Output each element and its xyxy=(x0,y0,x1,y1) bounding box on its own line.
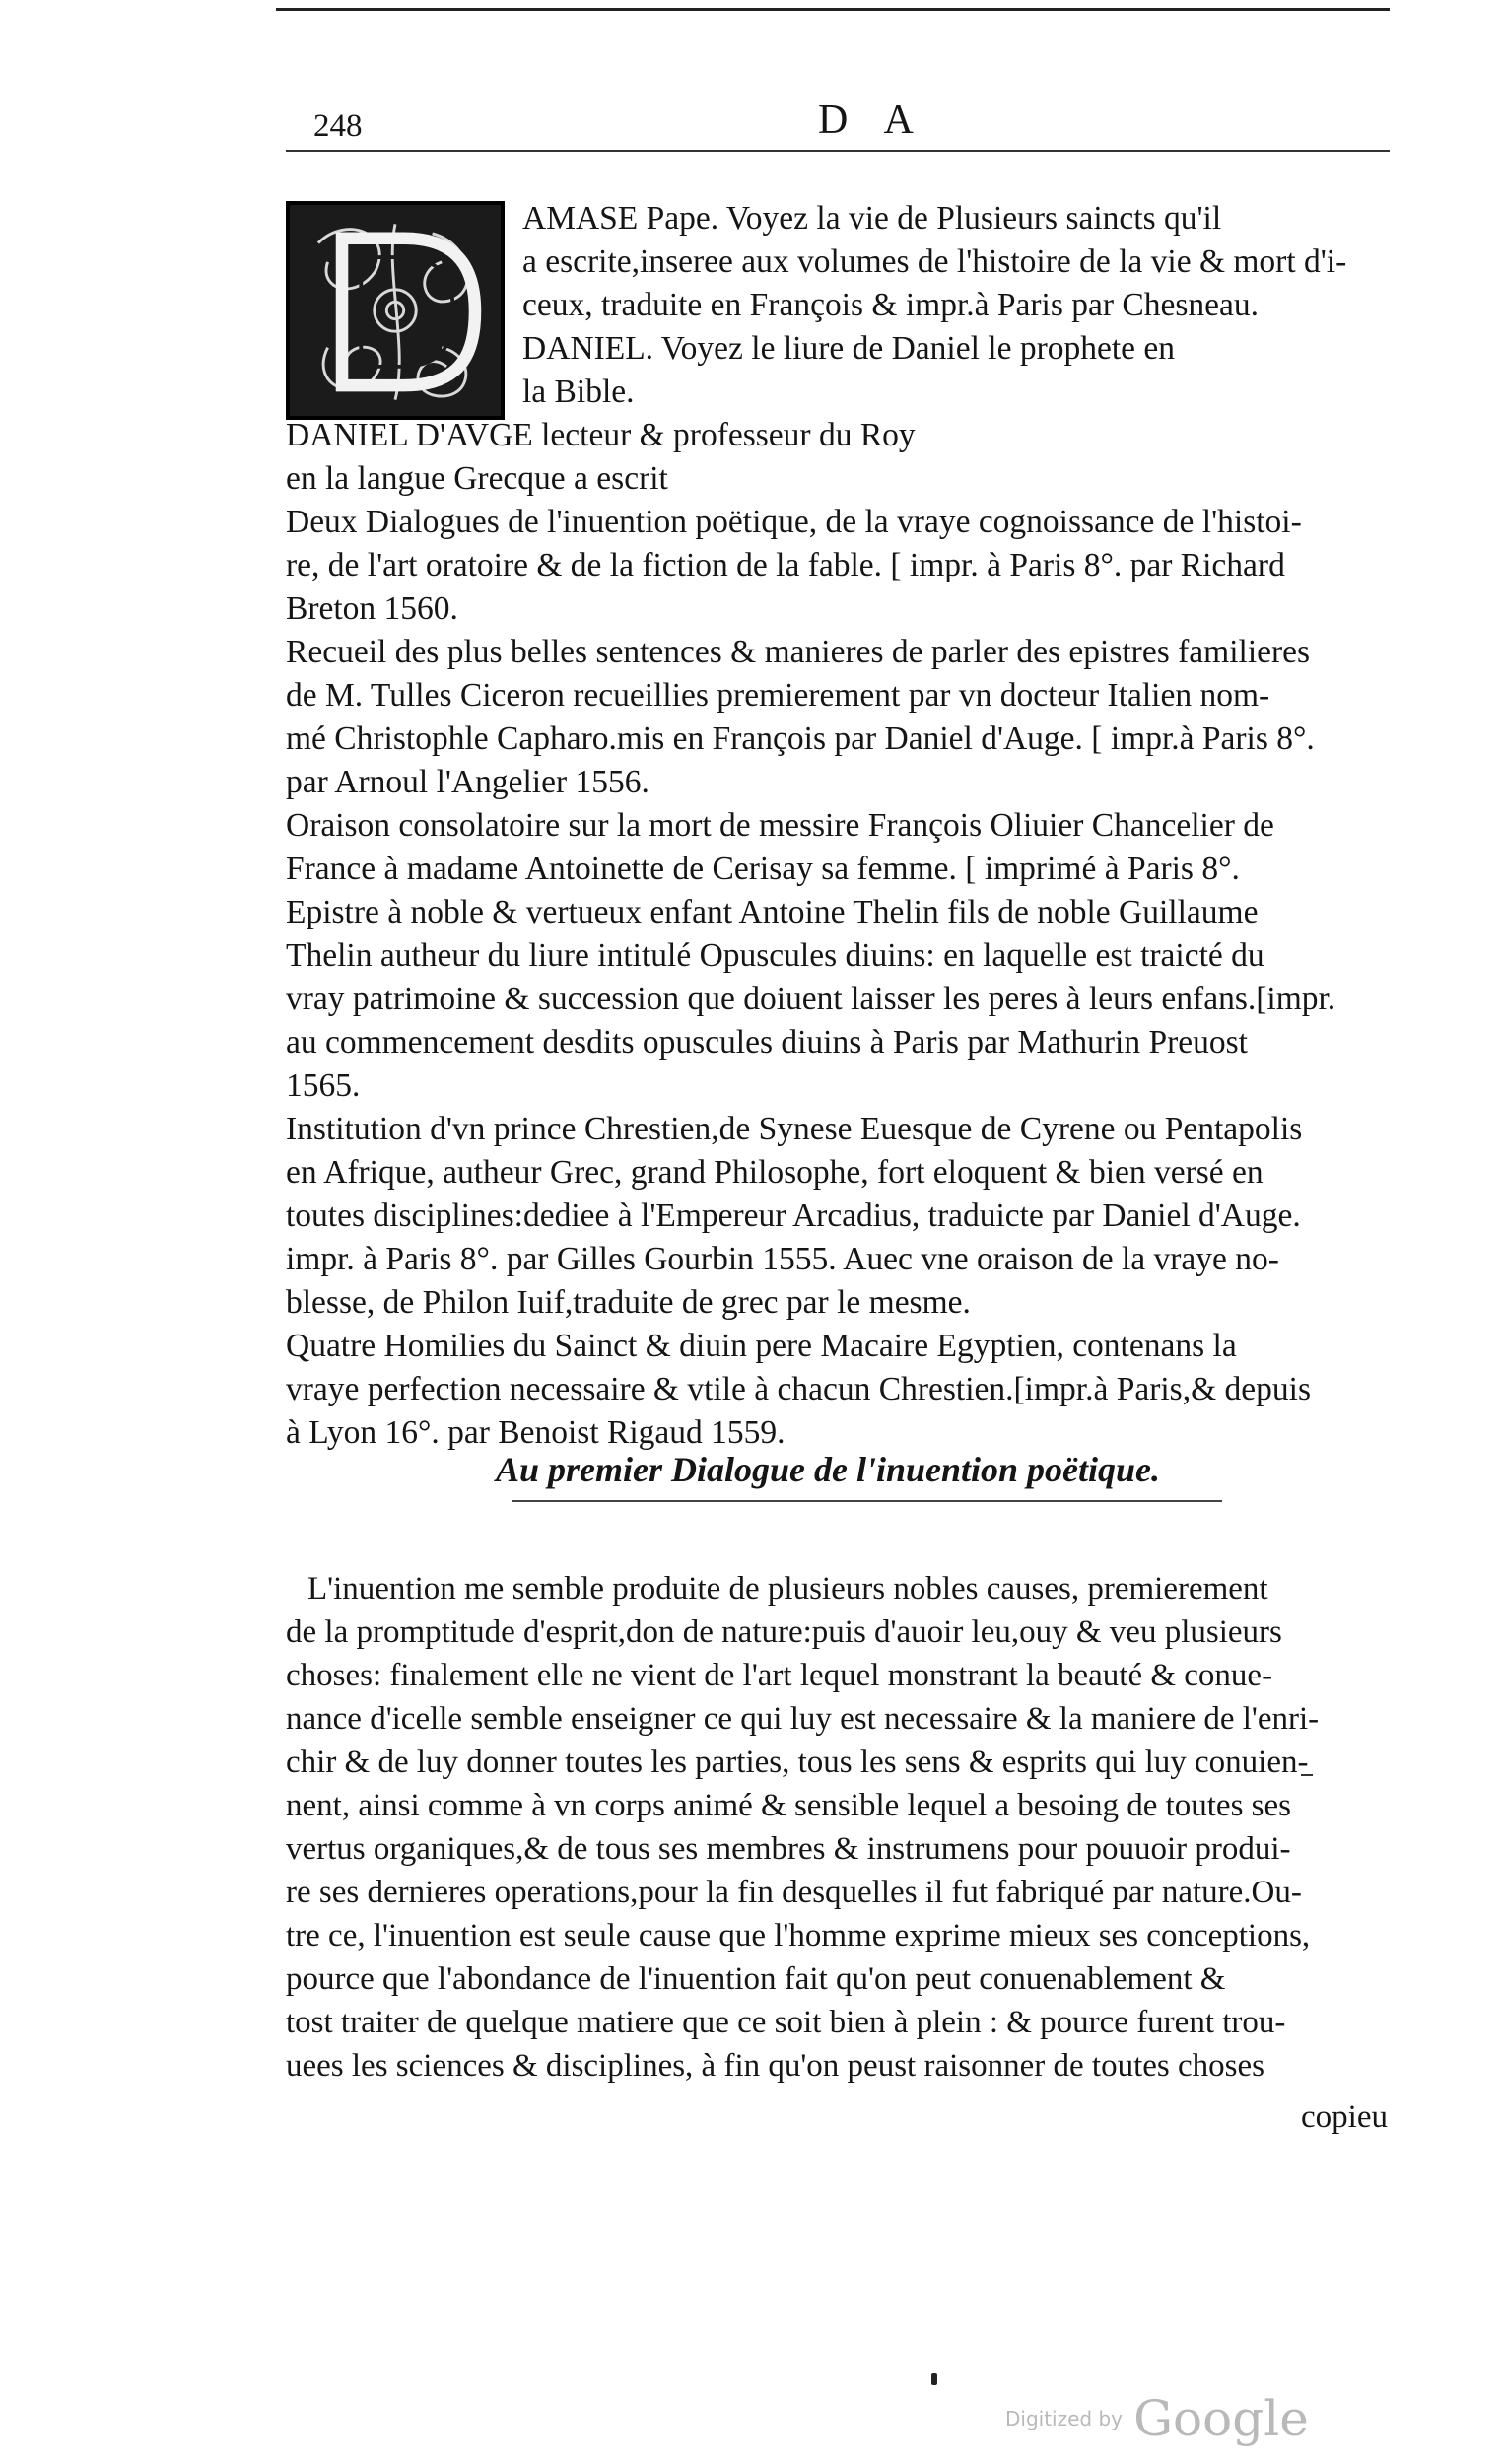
body-line: tre ce, l'inuention est seule cause que l'homme exprime mieux ses conceptions, xyxy=(286,1918,1311,1953)
entry-line: par Arnoul l'Angelier 1556. xyxy=(286,764,649,800)
watermark-prefix: Digitized by xyxy=(1005,2407,1123,2430)
body-line: uees les sciences & disciplines, à fin qu'on peust raisonner de toutes choses xyxy=(286,2048,1264,2084)
body-line: choses: finalement elle ne vient de l'art lequel monstrant la beauté & conue- xyxy=(286,1658,1273,1693)
entry-line: à Lyon 16°. par Benoist Rigaud 1559. xyxy=(286,1414,786,1451)
entry-line: re, de l'art oratoire & de la fiction de la fable. [ impr. à Paris 8°. par Richard xyxy=(286,547,1285,583)
entry-line: a escrite,inseree aux volumes de l'histoire de la vie & mort d'i- xyxy=(522,243,1347,280)
page-number: 248 xyxy=(313,108,363,144)
entry-line: en la langue Grecque a escrit xyxy=(286,460,668,497)
entry-line: blesse, de Philon Iuif,traduite de grec par le mesme. xyxy=(286,1284,971,1321)
body-line: de la promptitude d'esprit,don de nature:puis d'auoir leu,ouy & veu plusieurs xyxy=(286,1614,1282,1650)
body-line: pource que l'abondance de l'inuention fait qu'on peut conuenablement & xyxy=(286,1961,1226,1997)
body-line: vertus organiques,& de tous ses membres & instrumens pour pouuoir produi- xyxy=(286,1831,1291,1867)
bibliography-entries xyxy=(286,197,1385,1455)
entry-line: Epistre à noble & vertueux enfant Antoine Thelin fils de noble Guillaume xyxy=(286,894,1259,930)
header-rule xyxy=(286,150,1390,152)
body-line: nance d'icelle semble enseigner ce qui luy est necessaire & la maniere de l'enri- xyxy=(286,1701,1320,1737)
entry-line: mé Christophle Capharo.mis en François par Daniel d'Auge. [ impr.à Paris 8°. xyxy=(286,720,1315,757)
entry-line: AMASE Pape. Voyez la vie de Plusieurs saincts qu'il xyxy=(522,200,1222,237)
page-header xyxy=(286,91,1400,150)
entry-line: Thelin autheur du liure intitulé Opuscules diuins: en laquelle est traicté du xyxy=(286,937,1264,974)
entry-line: France à madame Antoinette de Cerisay sa femme. [ imprimé à Paris 8°. xyxy=(286,851,1240,887)
entry-line: DANIEL D'AVGE lecteur & professeur du Roy xyxy=(286,417,916,453)
entry-line: Quatre Homilies du Sainct & diuin pere Macaire Egyptien, contenans la xyxy=(286,1328,1237,1364)
entry-line: Oraison consolatoire sur la mort de messire François Oliuier Chancelier de xyxy=(286,807,1274,844)
entry-line: ceux, traduite en François & impr.à Paris par Chesneau. xyxy=(522,287,1260,323)
entry-line: Breton 1560. xyxy=(286,590,458,627)
entry-line: en Afrique, autheur Grec, grand Philosophe, fort eloquent & bien versé en xyxy=(286,1154,1264,1191)
catchword: copieu xyxy=(1301,2099,1388,2135)
entry-line: vraye perfection necessaire & vtile à chacun Chrestien.[impr.à Paris,& depuis xyxy=(286,1371,1311,1407)
running-head: D A xyxy=(818,98,927,143)
ink-speck xyxy=(931,2373,937,2385)
entry-line: Recueil des plus belles sentences & manieres de parler des epistres familieres xyxy=(286,634,1311,670)
entry-line: DANIEL. Voyez le liure de Daniel le prophete en xyxy=(522,330,1176,367)
top-border-rule xyxy=(276,8,1390,11)
entry-line: Institution d'vn prince Chrestien,de Synese Euesque de Cyrene ou Pentapolis xyxy=(286,1111,1303,1147)
entry-line: Deux Dialogues de l'inuention poëtique, de la vraye cognoissance de l'histoi- xyxy=(286,504,1302,540)
entry-line: la Bible. xyxy=(522,374,635,410)
heading-rule xyxy=(512,1500,1222,1502)
body-line: re ses dernieres operations,pour la fin desquelles il fut fabriqué par nature.Ou- xyxy=(286,1875,1302,1910)
entry-line: 1565. xyxy=(286,1067,361,1104)
entry-line: impr. à Paris 8°. par Gilles Gourbin 1555. Auec vne oraison de la vraye no- xyxy=(286,1241,1279,1277)
section-heading: Au premier Dialogue de l'inuention poëtique. xyxy=(495,1450,1161,1489)
entry-line: au commencement desdits opuscules diuins à Paris par Mathurin Preuost xyxy=(286,1024,1248,1061)
entry-line: de M. Tulles Ciceron recueillies premierement par vn docteur Italien nom- xyxy=(286,677,1270,714)
body-line: tost traiter de quelque matiere que ce soit bien à plein : & pource furent trou- xyxy=(286,2005,1286,2040)
entry-line: vray patrimoine & succession que doiuent laisser les peres à leurs enfans.[impr. xyxy=(286,981,1336,1017)
entry-line: toutes disciplines:dediee à l'Empereur Arcadius, traduicte par Daniel d'Auge. xyxy=(286,1198,1301,1234)
google-logo: Google xyxy=(1133,2390,1309,2447)
body-line: L'inuention me semble produite de plusieurs nobles causes, premierement xyxy=(307,1571,1268,1607)
digitization-watermark xyxy=(1005,2390,1309,2447)
body-paragraph xyxy=(286,1567,1385,2088)
body-line: nent, ainsi comme à vn corps animé & sensible lequel a besoing de toutes ses xyxy=(286,1788,1292,1823)
body-line: chir & de luy donner toutes les parties, tous les sens & esprits qui luy conuien- xyxy=(286,1745,1309,1780)
